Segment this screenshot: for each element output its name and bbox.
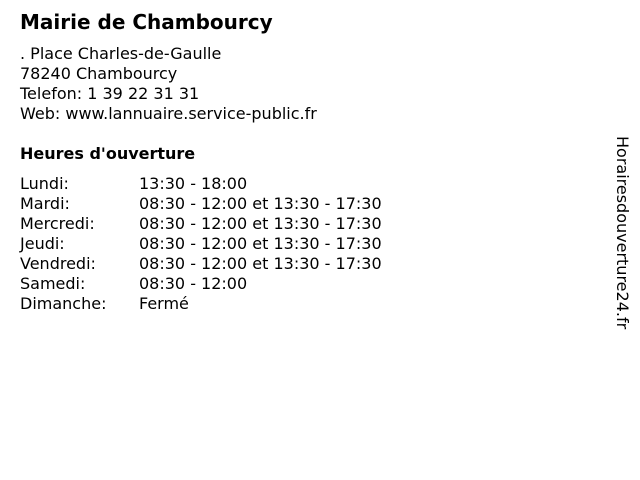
time-range: 08:30 - 12:00 et 13:30 - 17:30 <box>139 194 382 213</box>
site-watermark: Horairesdouverture24.fr <box>613 136 632 330</box>
hours-row-saturday <box>20 274 382 294</box>
day-label: Samedi: <box>20 274 86 293</box>
time-range: Fermé <box>139 294 189 313</box>
address-block <box>20 44 317 124</box>
day-label: Jeudi: <box>20 234 65 253</box>
hours-row-tuesday <box>20 194 382 214</box>
time-range: 08:30 - 12:00 et 13:30 - 17:30 <box>139 214 382 233</box>
opening-hours-heading: Heures d'ouverture <box>20 144 196 163</box>
phone-number: Telefon: 1 39 22 31 31 <box>20 84 200 103</box>
hours-row-wednesday <box>20 214 382 234</box>
website: Web: www.lannuaire.service-public.fr <box>20 104 317 123</box>
day-label: Mercredi: <box>20 214 95 233</box>
time-range: 08:30 - 12:00 et 13:30 - 17:30 <box>139 254 382 273</box>
time-range: 13:30 - 18:00 <box>139 174 248 193</box>
hours-row-friday <box>20 254 382 274</box>
postal-city: 78240 Chambourcy <box>20 64 178 83</box>
opening-hours-table <box>20 174 382 314</box>
hours-row-sunday <box>20 294 382 314</box>
street-address: . Place Charles-de-Gaulle <box>20 44 222 63</box>
page-title: Mairie de Chambourcy <box>20 10 273 34</box>
day-label: Mardi: <box>20 194 70 213</box>
day-label: Lundi: <box>20 174 69 193</box>
time-range: 08:30 - 12:00 et 13:30 - 17:30 <box>139 234 382 253</box>
time-range: 08:30 - 12:00 <box>139 274 248 293</box>
hours-row-thursday <box>20 234 382 254</box>
day-label: Vendredi: <box>20 254 96 273</box>
day-label: Dimanche: <box>20 294 107 313</box>
hours-row-monday <box>20 174 382 194</box>
